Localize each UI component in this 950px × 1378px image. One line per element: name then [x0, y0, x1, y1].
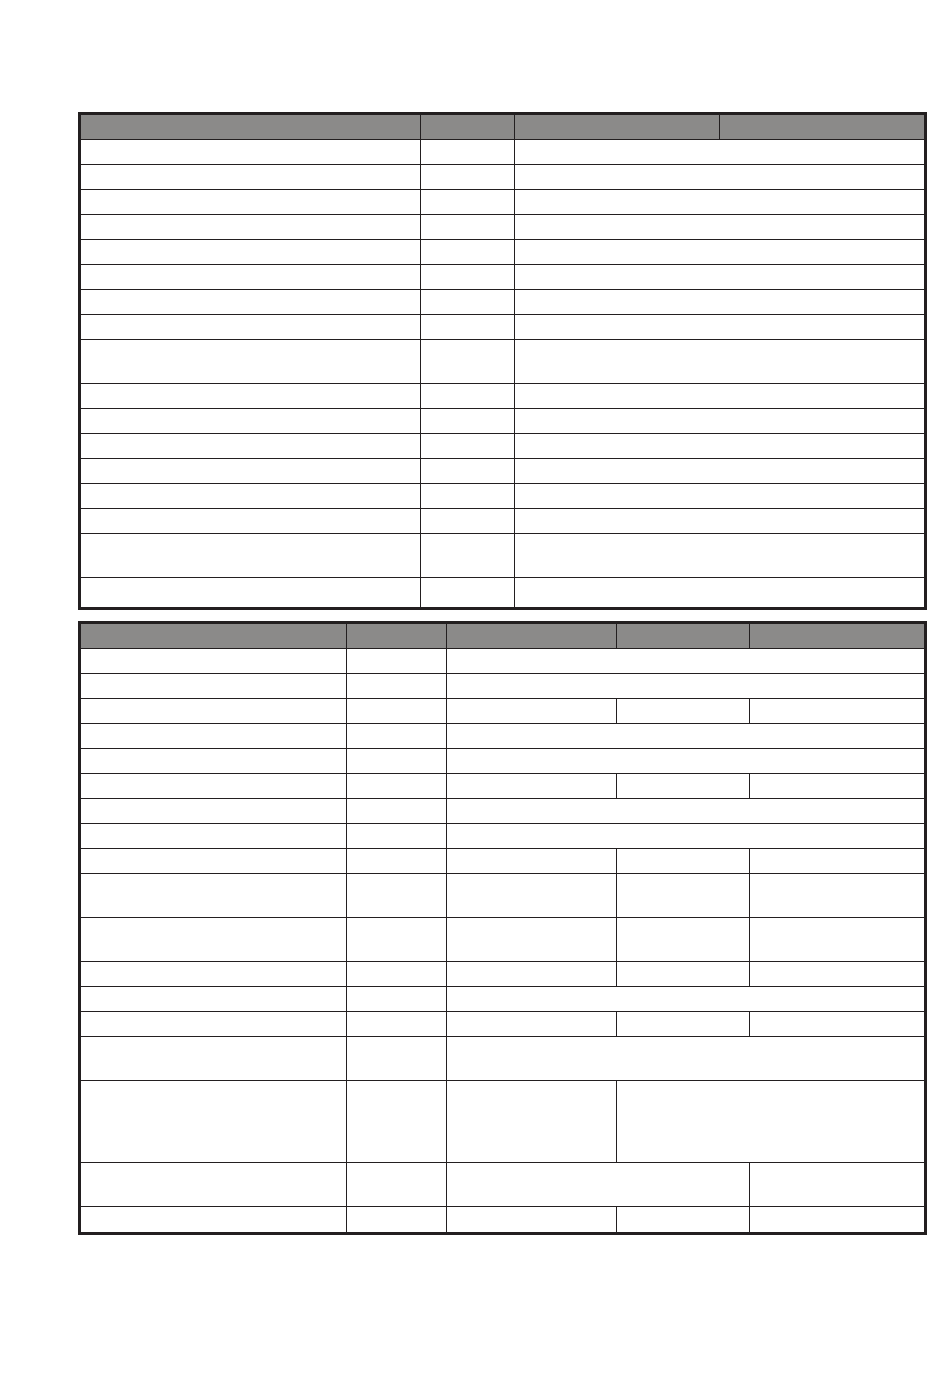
table-cell — [617, 849, 750, 874]
table-cell — [750, 918, 925, 962]
column-header — [515, 115, 720, 140]
table-cell — [750, 874, 925, 918]
table-cell — [617, 918, 750, 962]
table-row — [81, 315, 925, 340]
spec-table-2 — [78, 621, 927, 1235]
table-cell — [421, 265, 515, 290]
table-cell — [81, 824, 347, 849]
table-cell — [347, 1207, 447, 1233]
table-cell — [81, 918, 347, 962]
table-row — [81, 874, 925, 918]
table-cell — [347, 824, 447, 849]
table-header-row — [81, 624, 925, 649]
table-cell — [81, 874, 347, 918]
table-cell — [347, 1163, 447, 1207]
table-header-row — [81, 115, 925, 140]
table-cell — [617, 874, 750, 918]
table-cell — [750, 1163, 925, 1207]
table-cell — [81, 534, 421, 578]
table-row — [81, 749, 925, 774]
table-cell — [81, 749, 347, 774]
table-row — [81, 290, 925, 315]
table-row — [81, 240, 925, 265]
table-row — [81, 434, 925, 459]
table-cell — [447, 799, 925, 824]
column-header — [81, 624, 347, 649]
table-row — [81, 824, 925, 849]
table-cell — [81, 434, 421, 459]
table-cell — [347, 849, 447, 874]
table-cell — [515, 315, 925, 340]
table-row — [81, 1081, 925, 1163]
table-cell — [347, 699, 447, 724]
table-cell — [347, 799, 447, 824]
table-cell — [447, 918, 617, 962]
table-cell — [421, 534, 515, 578]
table-cell — [347, 1037, 447, 1081]
column-header — [617, 624, 750, 649]
table-cell — [81, 962, 347, 987]
column-header — [421, 115, 515, 140]
table-cell — [81, 509, 421, 534]
table-cell — [447, 1012, 617, 1037]
table-cell — [81, 724, 347, 749]
table-cell — [515, 265, 925, 290]
table-cell — [617, 962, 750, 987]
table-cell — [515, 190, 925, 215]
table-row — [81, 140, 925, 165]
table-cell — [515, 578, 925, 608]
table-row — [81, 1207, 925, 1233]
table-cell — [347, 987, 447, 1012]
table-row — [81, 215, 925, 240]
table-cell — [617, 1081, 925, 1163]
table-cell — [447, 849, 617, 874]
table-cell — [81, 799, 347, 824]
table-cell — [447, 874, 617, 918]
table-row — [81, 1163, 925, 1207]
table-cell — [515, 215, 925, 240]
table-cell — [447, 699, 617, 724]
table-cell — [81, 165, 421, 190]
table-row — [81, 484, 925, 509]
table-cell — [347, 749, 447, 774]
table-cell — [81, 340, 421, 384]
column-header — [750, 624, 925, 649]
table-cell — [421, 315, 515, 340]
table-cell — [750, 774, 925, 799]
table-cell — [617, 699, 750, 724]
table-cell — [421, 240, 515, 265]
table-cell — [81, 649, 347, 674]
table-cell — [81, 315, 421, 340]
table-cell — [421, 165, 515, 190]
table-row — [81, 724, 925, 749]
table-cell — [81, 290, 421, 315]
table-cell — [421, 215, 515, 240]
table-cell — [421, 459, 515, 484]
table-cell — [347, 1081, 447, 1163]
table-cell — [421, 578, 515, 608]
table-row — [81, 459, 925, 484]
table-cell — [81, 1207, 347, 1233]
table-cell — [447, 774, 617, 799]
table-cell — [81, 674, 347, 699]
table-cell — [347, 674, 447, 699]
table-cell — [515, 340, 925, 384]
table-cell — [347, 1012, 447, 1037]
column-header — [447, 624, 617, 649]
table-cell — [81, 1081, 347, 1163]
table-cell — [81, 699, 347, 724]
table-row — [81, 578, 925, 608]
table-cell — [81, 1037, 347, 1081]
table-row — [81, 699, 925, 724]
table-cell — [515, 140, 925, 165]
table-row — [81, 534, 925, 578]
table-row — [81, 962, 925, 987]
table-cell — [515, 165, 925, 190]
table-row — [81, 265, 925, 290]
column-header — [720, 115, 925, 140]
table-row — [81, 774, 925, 799]
table-cell — [81, 1012, 347, 1037]
column-header — [347, 624, 447, 649]
table-cell — [750, 849, 925, 874]
table-row — [81, 190, 925, 215]
table-cell — [515, 484, 925, 509]
spec-table-1 — [78, 112, 927, 610]
table-cell — [515, 384, 925, 409]
table-cell — [81, 484, 421, 509]
table-cell — [421, 409, 515, 434]
table-cell — [81, 190, 421, 215]
table-cell — [515, 409, 925, 434]
table-row — [81, 165, 925, 190]
table-cell — [421, 484, 515, 509]
table-cell — [515, 534, 925, 578]
table-row — [81, 340, 925, 384]
table-cell — [447, 1207, 617, 1233]
table-row — [81, 799, 925, 824]
table-cell — [515, 434, 925, 459]
table-cell — [421, 140, 515, 165]
table-cell — [81, 265, 421, 290]
table-cell — [81, 240, 421, 265]
table-cell — [447, 1037, 925, 1081]
table-cell — [447, 1081, 617, 1163]
table-cell — [81, 578, 421, 608]
table-cell — [447, 1163, 750, 1207]
table-cell — [347, 774, 447, 799]
table-cell — [447, 724, 925, 749]
table-cell — [81, 1163, 347, 1207]
table-cell — [347, 962, 447, 987]
table-cell — [515, 240, 925, 265]
table-row — [81, 1012, 925, 1037]
table-row — [81, 849, 925, 874]
table-cell — [81, 849, 347, 874]
table-cell — [347, 874, 447, 918]
table-cell — [617, 774, 750, 799]
table-cell — [447, 674, 925, 699]
table-cell — [750, 1012, 925, 1037]
table-cell — [447, 962, 617, 987]
table-cell — [421, 509, 515, 534]
table-row — [81, 987, 925, 1012]
table-cell — [347, 918, 447, 962]
table-cell — [421, 384, 515, 409]
table-cell — [447, 987, 925, 1012]
table-cell — [81, 987, 347, 1012]
table-cell — [421, 434, 515, 459]
table-cell — [81, 409, 421, 434]
table-cell — [515, 290, 925, 315]
table-row — [81, 409, 925, 434]
table-cell — [750, 699, 925, 724]
table-cell — [515, 459, 925, 484]
table-row — [81, 649, 925, 674]
table-cell — [515, 509, 925, 534]
table-cell — [421, 190, 515, 215]
table-cell — [447, 749, 925, 774]
table-row — [81, 384, 925, 409]
column-header — [81, 115, 421, 140]
table-cell — [421, 290, 515, 315]
table-cell — [81, 459, 421, 484]
table-cell — [750, 962, 925, 987]
table-row — [81, 1037, 925, 1081]
table-cell — [81, 215, 421, 240]
table-cell — [81, 774, 347, 799]
table-row — [81, 509, 925, 534]
table-row — [81, 674, 925, 699]
table-cell — [617, 1012, 750, 1037]
table-cell — [750, 1207, 925, 1233]
table-cell — [81, 140, 421, 165]
table-cell — [617, 1207, 750, 1233]
table-cell — [81, 384, 421, 409]
table-cell — [447, 824, 925, 849]
table-cell — [421, 340, 515, 384]
table-row — [81, 918, 925, 962]
table-cell — [447, 649, 925, 674]
table-cell — [347, 724, 447, 749]
table-cell — [347, 649, 447, 674]
